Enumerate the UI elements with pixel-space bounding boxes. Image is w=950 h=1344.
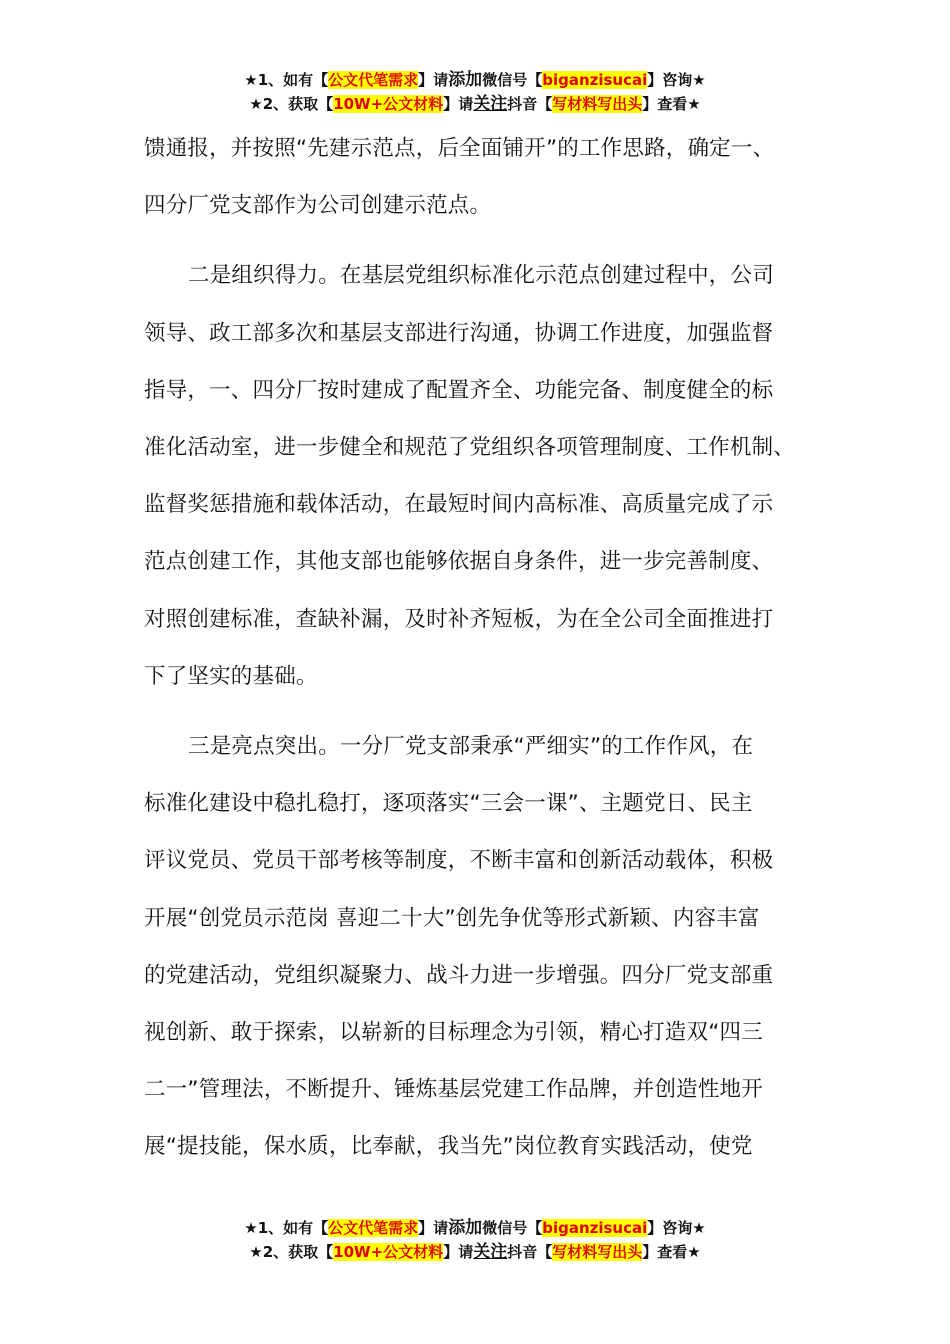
highlight-label: 公文代笔需求 <box>328 71 419 89</box>
banner-text: 抖音【 <box>507 1243 553 1261</box>
text-line: 评议党员、党员干部考核等制度，不断丰富和创新活动载体，积极 <box>144 848 774 874</box>
text-line: 开展“创党员示范岗 喜迎二十大”创先争优等形式新颖、内容丰富 <box>144 905 760 931</box>
banner-text: 】请 <box>443 1243 474 1261</box>
emphasis-text: 关注 <box>473 1242 508 1262</box>
highlight-label: 10W+公文材料 <box>333 95 444 113</box>
banner-line-1 <box>0 1216 950 1240</box>
emphasis-text: 添加 <box>448 1218 483 1238</box>
footer-banner <box>0 1216 950 1264</box>
text-line: 四分厂党支部作为公司创建示范点。 <box>144 193 492 219</box>
banner-text: 】查看★ <box>642 95 701 113</box>
paragraph-organization <box>144 247 820 705</box>
banner-text: 微信号【 <box>482 71 543 89</box>
emphasis-text: 关注 <box>473 94 508 114</box>
banner-text: ★2、获取【 <box>249 95 334 113</box>
banner-line-2 <box>0 1240 950 1264</box>
highlight-label: 公文代笔需求 <box>328 1219 419 1237</box>
wechat-id-highlight: biganzisucai <box>542 1219 648 1237</box>
banner-line-1 <box>0 68 950 92</box>
highlight-label: 10W+公文材料 <box>333 1243 444 1261</box>
banner-text: 微信号【 <box>482 1219 543 1237</box>
douyin-account-highlight: 写材料写出头 <box>552 1243 643 1261</box>
paragraph-continuation <box>144 120 820 234</box>
text-line: 指导，一、四分厂按时建成了配置齐全、功能完备、制度健全的标 <box>144 377 774 403</box>
text-line: 馈通报，并按照“先建示范点，后全面铺开”的工作思路，确定一、 <box>144 136 775 161</box>
text-line: 领导、政工部多次和基层支部进行沟通，协调工作进度，加强监督 <box>144 320 774 346</box>
header-banner <box>0 68 950 116</box>
text-line: 的党建活动，党组织凝聚力、战斗力进一步增强。四分厂党支部重 <box>144 962 774 988</box>
emphasis-text: 添加 <box>448 70 483 90</box>
text-line: 监督奖惩措施和载体活动，在最短时间内高标准、高质量完成了示 <box>144 492 774 518</box>
banner-text: 】查看★ <box>642 1243 701 1261</box>
banner-text: ★1、如有【 <box>244 1219 329 1237</box>
text-line: 对照创建标准，查缺补漏，及时补齐短板，为在全公司全面推进打 <box>144 606 774 632</box>
text-line: 二是组织得力。在基层党组织标准化示范点创建过程中，公司 <box>188 263 774 289</box>
banner-line-2 <box>0 92 950 116</box>
banner-text: 】咨询★ <box>647 71 706 89</box>
text-line: 下了坚实的基础。 <box>144 663 318 689</box>
text-line: 准化活动室，进一步健全和规范了党组织各项管理制度、工作机制、 <box>144 435 796 461</box>
text-line: 二一”管理法，不断提升、锤炼基层党建工作品牌，并创造性地开 <box>144 1077 763 1103</box>
banner-text: 】请 <box>443 95 474 113</box>
text-line: 展“提技能，保水质，比奉献，我当先”岗位教育实践活动，使党 <box>144 1134 753 1160</box>
wechat-id-highlight: biganzisucai <box>542 71 648 89</box>
text-line: 标准化建设中稳扎稳打，逐项落实“三会一课”、主题党日、民主 <box>144 791 753 817</box>
text-line: 三是亮点突出。一分厂党支部秉承“严细实”的工作作风，在 <box>188 734 754 760</box>
banner-text: ★2、获取【 <box>249 1243 334 1261</box>
paragraph-highlights <box>144 718 820 1176</box>
banner-text: ★1、如有【 <box>244 71 329 89</box>
banner-text: 抖音【 <box>507 95 553 113</box>
banner-text: 】咨询★ <box>647 1219 706 1237</box>
text-line: 视创新、敢于探索，以崭新的目标理念为引领，精心打造双“四三 <box>144 1020 763 1046</box>
banner-text: 】请 <box>418 1219 449 1237</box>
text-line: 范点创建工作，其他支部也能够依据自身条件，进一步完善制度、 <box>144 549 774 575</box>
douyin-account-highlight: 写材料写出头 <box>552 95 643 113</box>
banner-text: 】请 <box>418 71 449 89</box>
document-body <box>144 120 820 1176</box>
